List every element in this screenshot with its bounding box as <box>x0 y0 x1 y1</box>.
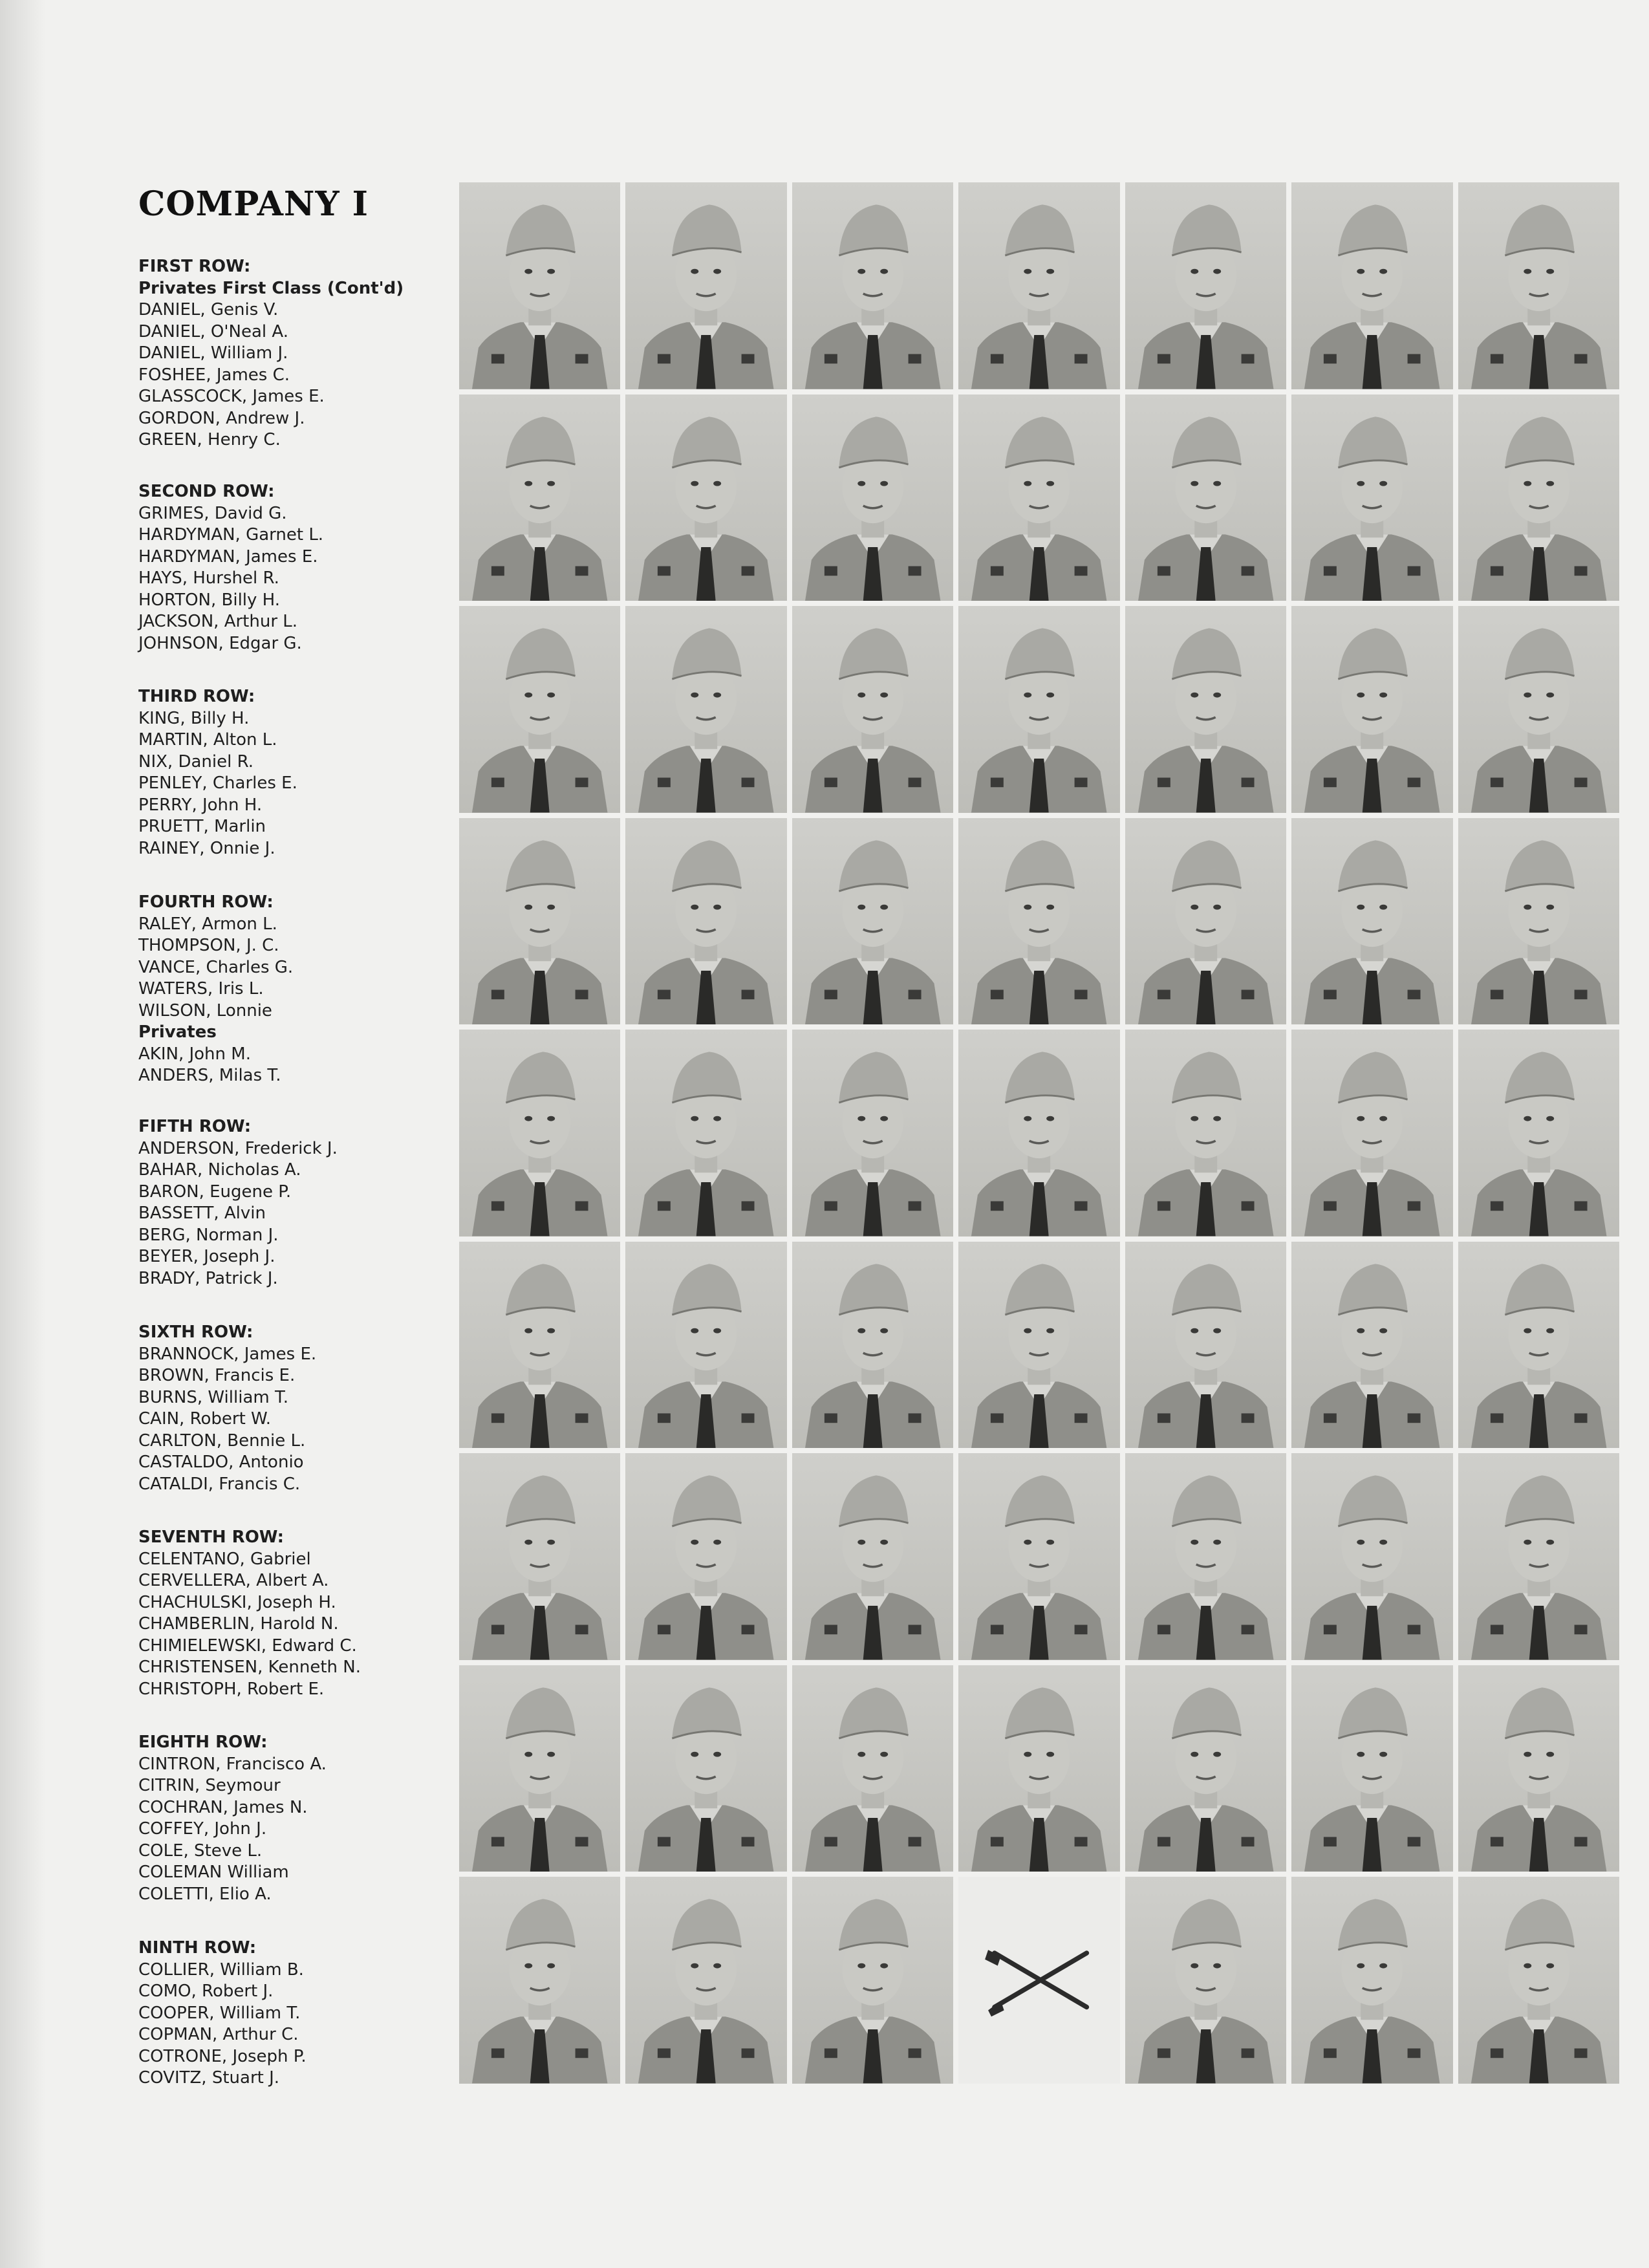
soldier-portrait <box>792 818 953 1025</box>
soldier-portrait <box>1291 606 1452 813</box>
roster-name: DANIEL, William J. <box>138 343 288 363</box>
soldier-portrait <box>1458 1453 1619 1660</box>
soldier-portrait <box>792 182 953 389</box>
roster-row-heading: SIXTH ROW: <box>138 1323 253 1342</box>
soldier-portrait <box>792 1453 953 1660</box>
roster-name: HARDYMAN, James E. <box>138 546 318 567</box>
soldier-portrait <box>1125 606 1286 813</box>
soldier-portrait <box>792 606 953 813</box>
roster-name: THOMPSON, J. C. <box>138 936 279 955</box>
soldier-portrait <box>1291 1030 1452 1237</box>
soldier-portrait <box>625 394 786 601</box>
roster-name: JOHNSON, Edgar G. <box>138 633 302 653</box>
roster-name: BRANNOCK, James E. <box>138 1344 317 1364</box>
soldier-portrait <box>958 1665 1119 1872</box>
roster-row-heading: FIRST ROW: <box>138 257 251 276</box>
rank-subheading: Privates <box>138 1022 217 1042</box>
roster-name: HARDYMAN, Garnet L. <box>138 525 324 545</box>
soldier-portrait <box>625 1877 786 2084</box>
roster-group <box>138 1116 436 1290</box>
roster-row-heading: NINTH ROW: <box>138 1938 257 1958</box>
soldier-portrait <box>958 1030 1119 1237</box>
roster-name: PENLEY, Charles E. <box>138 773 297 793</box>
roster-name: CITRIN, Seymour <box>138 1776 281 1795</box>
roster-name: HORTON, Billy H. <box>138 590 281 610</box>
soldier-portrait <box>459 818 620 1025</box>
rank-subheading: Privates First Class (Cont'd) <box>138 278 404 298</box>
roster-name: BROWN, Francis E. <box>138 1366 296 1385</box>
roster-name: COLEMAN William <box>138 1863 289 1882</box>
soldier-portrait <box>1458 1877 1619 2084</box>
roster-name: DANIEL, Genis V. <box>138 300 279 319</box>
roster-name: DANIEL, O'Neal A. <box>138 321 288 341</box>
roster-name: CATALDI, Francis C. <box>138 1474 301 1494</box>
soldier-portrait <box>958 1453 1119 1660</box>
soldier-portrait <box>958 606 1119 813</box>
roster-group <box>138 481 436 654</box>
roster-group <box>138 686 436 859</box>
soldier-portrait <box>1291 1242 1452 1449</box>
roster-name: COFFEY, John J. <box>138 1819 267 1839</box>
roster-name: COLE, Steve L. <box>138 1841 263 1861</box>
roster-name: BASSETT, Alvin <box>138 1204 266 1223</box>
page-title: COMPANY I <box>138 184 369 224</box>
soldier-portrait <box>792 1665 953 1872</box>
roster-group <box>138 1322 436 1495</box>
roster-name: CERVELLERA, Albert A. <box>138 1571 329 1590</box>
roster-name: COTRONE, Joseph P. <box>138 2046 307 2066</box>
soldier-portrait <box>1291 394 1452 601</box>
soldier-portrait <box>1291 1453 1452 1660</box>
roster-group <box>138 1938 436 2090</box>
roster-name: COVITZ, Stuart J. <box>138 2068 280 2088</box>
roster-name: GLASSCOCK, James E. <box>138 387 325 406</box>
roster-name: PERRY, John H. <box>138 795 263 815</box>
soldier-portrait <box>792 394 953 601</box>
roster-name: BRADY, Patrick J. <box>138 1268 278 1288</box>
page-binding-shadow <box>0 0 45 2268</box>
soldier-portrait <box>625 1665 786 1872</box>
soldier-portrait <box>1458 818 1619 1025</box>
soldier-portrait <box>625 1453 786 1660</box>
soldier-portrait <box>1125 1453 1286 1660</box>
roster-name: HAYS, Hurshel R. <box>138 568 279 588</box>
soldier-portrait <box>459 182 620 389</box>
roster-name: GREEN, Henry C. <box>138 430 281 449</box>
roster-name: VANCE, Charles G. <box>138 957 294 977</box>
roster-name: FOSHEE, James C. <box>138 365 290 385</box>
roster-name: CELENTANO, Gabriel <box>138 1549 311 1569</box>
soldier-portrait <box>459 1877 620 2084</box>
roster-name: COLETTI, Elio A. <box>138 1884 272 1904</box>
soldier-portrait <box>625 1242 786 1449</box>
soldier-portrait <box>958 1242 1119 1449</box>
soldier-portrait <box>459 1242 620 1449</box>
soldier-portrait <box>459 1030 620 1237</box>
soldier-portrait <box>625 818 786 1025</box>
soldier-portrait <box>1291 182 1452 389</box>
soldier-portrait <box>625 182 786 389</box>
roster-name: COCHRAN, James N. <box>138 1797 308 1817</box>
roster-name: WATERS, Iris L. <box>138 979 264 999</box>
soldier-portrait <box>1125 1242 1286 1449</box>
crossed-rifles-icon <box>958 1877 1119 2084</box>
roster-name: RALEY, Armon L. <box>138 914 277 934</box>
soldier-portrait <box>1458 1030 1619 1237</box>
roster-name: CHACHULSKI, Joseph H. <box>138 1592 336 1612</box>
soldier-portrait <box>1291 1665 1452 1872</box>
soldier-portrait <box>1458 1665 1619 1872</box>
roster-name: COLLIER, William B. <box>138 1960 304 1980</box>
roster-row-heading: EIGHTH ROW: <box>138 1733 268 1752</box>
soldier-portrait <box>958 182 1119 389</box>
roster-name: BEYER, Joseph J. <box>138 1247 275 1266</box>
roster-name: GORDON, Andrew J. <box>138 408 305 428</box>
roster-name: COPMAN, Arthur C. <box>138 2025 299 2044</box>
roster-group <box>138 256 436 451</box>
soldier-portrait <box>459 394 620 601</box>
roster-name: AKIN, John M. <box>138 1044 251 1064</box>
roster-group <box>138 1527 436 1700</box>
roster-name: CHRISTOPH, Robert E. <box>138 1679 325 1699</box>
soldier-portrait <box>459 1665 620 1872</box>
soldier-portrait <box>792 1877 953 2084</box>
soldier-portrait <box>1125 1665 1286 1872</box>
soldier-portrait <box>958 394 1119 601</box>
roster-name: ANDERSON, Frederick J. <box>138 1138 338 1158</box>
soldier-portrait <box>792 1242 953 1449</box>
soldier-portrait <box>1125 1877 1286 2084</box>
soldier-portrait <box>625 606 786 813</box>
soldier-portrait <box>1291 818 1452 1025</box>
roster-name: GRIMES, David G. <box>138 503 287 523</box>
roster-name: CASTALDO, Antonio <box>138 1453 304 1472</box>
roster-name: KING, Billy H. <box>138 708 250 728</box>
soldier-portrait <box>1125 1030 1286 1237</box>
soldier-portrait <box>1458 1242 1619 1449</box>
roster-name: PRUETT, Marlin <box>138 817 266 836</box>
roster-name: WILSON, Lonnie <box>138 1000 272 1021</box>
soldier-portrait <box>1458 606 1619 813</box>
soldier-portrait <box>1458 394 1619 601</box>
roster-name: BAHAR, Nicholas A. <box>138 1160 301 1180</box>
soldier-portrait <box>792 1030 953 1237</box>
roster-name: CARLTON, Bennie L. <box>138 1431 306 1451</box>
roster-name: MARTIN, Alton L. <box>138 730 277 750</box>
roster-name: COMO, Robert J. <box>138 1982 274 2001</box>
soldier-portrait <box>1458 182 1619 389</box>
soldier-portrait <box>459 606 620 813</box>
soldier-portrait <box>1125 818 1286 1025</box>
soldier-portrait <box>459 1453 620 1660</box>
roster-name: CAIN, Robert W. <box>138 1409 272 1429</box>
roster-name: CINTRON, Francisco A. <box>138 1754 327 1774</box>
roster-group <box>138 1732 436 1905</box>
roster-name: JACKSON, Arthur L. <box>138 612 298 631</box>
roster-name: NIX, Daniel R. <box>138 751 254 772</box>
photo-grid <box>459 182 1619 2084</box>
roster-name: ANDERS, Milas T. <box>138 1066 281 1085</box>
roster-name: RAINEY, Onnie J. <box>138 838 275 858</box>
roster-group <box>138 892 436 1087</box>
roster-name: COOPER, William T. <box>138 2003 301 2023</box>
roster-row-heading: FOURTH ROW: <box>138 892 274 912</box>
soldier-portrait <box>958 818 1119 1025</box>
roster-name: BARON, Eugene P. <box>138 1182 292 1202</box>
soldier-portrait <box>1125 394 1286 601</box>
soldier-portrait <box>625 1030 786 1237</box>
roster-row-heading: FIFTH ROW: <box>138 1117 252 1136</box>
roster-name: BERG, Norman J. <box>138 1225 279 1245</box>
roster-name: CHRISTENSEN, Kenneth N. <box>138 1658 361 1677</box>
roster-row-heading: SEVENTH ROW: <box>138 1528 285 1547</box>
soldier-portrait <box>1291 1877 1452 2084</box>
roster-name: CHAMBERLIN, Harold N. <box>138 1614 339 1634</box>
roster-row-heading: THIRD ROW: <box>138 687 255 706</box>
roster-name: BURNS, William T. <box>138 1387 289 1407</box>
roster-name: CHIMIELEWSKI, Edward C. <box>138 1636 357 1656</box>
soldier-portrait <box>1125 182 1286 389</box>
roster-row-heading: SECOND ROW: <box>138 482 275 501</box>
